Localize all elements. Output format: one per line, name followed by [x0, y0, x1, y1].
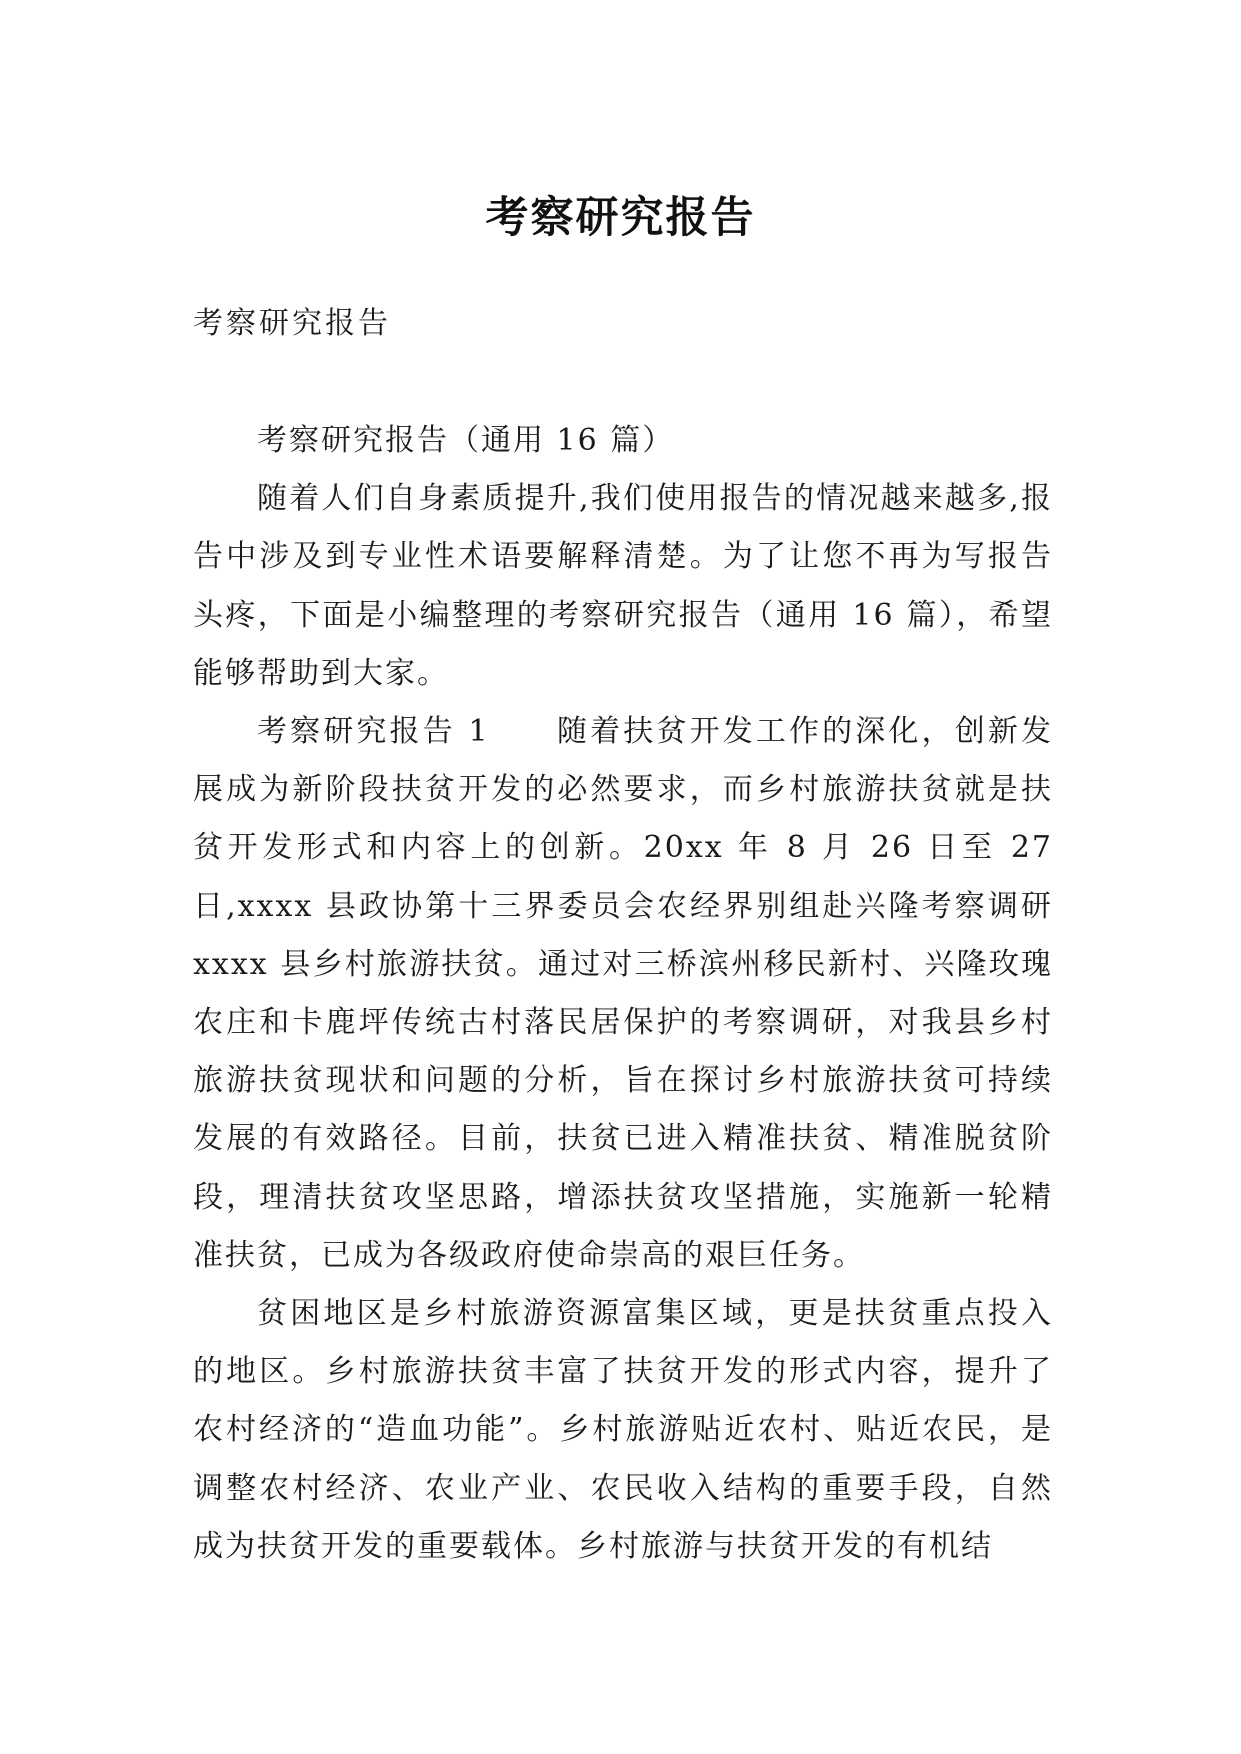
- paragraph-report-1: 考察研究报告 1 随着扶贫开发工作的深化，创新发展成为新阶段扶贫开发的必然要求，而乡村旅游扶贫就是扶贫开发形式和内容上的创新。20xx 年 8 月 26 日至 27 日,xxxx 县政协第十三界委员会农经界别组赴兴隆考察调研 xxxx 县乡村旅游扶贫。通过对三桥滨州移民新村、兴隆玫瑰农庄和卡鹿坪传统古村落民居保护的考察调研，对我县乡村旅游扶贫现状和问题的分析，旨在探讨乡村旅游扶贫可持续发展的有效路径。目前，扶贫已进入精准扶贫、精准脱贫阶段，理清扶贫攻坚思路，增添扶贫攻坚措施，实施新一轮精准扶贫，已成为各级政府使命崇高的艰巨任务。: [193, 714, 1053, 1273]
- paragraph-intro: 随着人们自身素质提升,我们使用报告的情况越来越多,报告中涉及到专业性术语要解释清楚。为了让您不再为写报告头疼，下面是小编整理的考察研究报告（通用 16 篇），希望能够帮助到大家。: [193, 481, 1053, 691]
- document-heading: 考察研究报告: [193, 306, 391, 341]
- paragraph-poverty-areas: 贫困地区是乡村旅游资源富集区域，更是扶贫重点投入的地区。乡村旅游扶贫丰富了扶贫开发的形式内容，提升了农村经济的“造血功能”。乡村旅游贴近农村、贴近农民，是调整农村经济、农业产业、农民收入结构的重要手段，自然成为扶贫开发的重要载体。乡村旅游与扶贫开发的有机结: [193, 1296, 1053, 1564]
- document-body: [193, 412, 1053, 1576]
- paragraph-subtitle: 考察研究报告（通用 16 篇）: [257, 423, 675, 458]
- document-title: 考察研究报告: [485, 192, 756, 243]
